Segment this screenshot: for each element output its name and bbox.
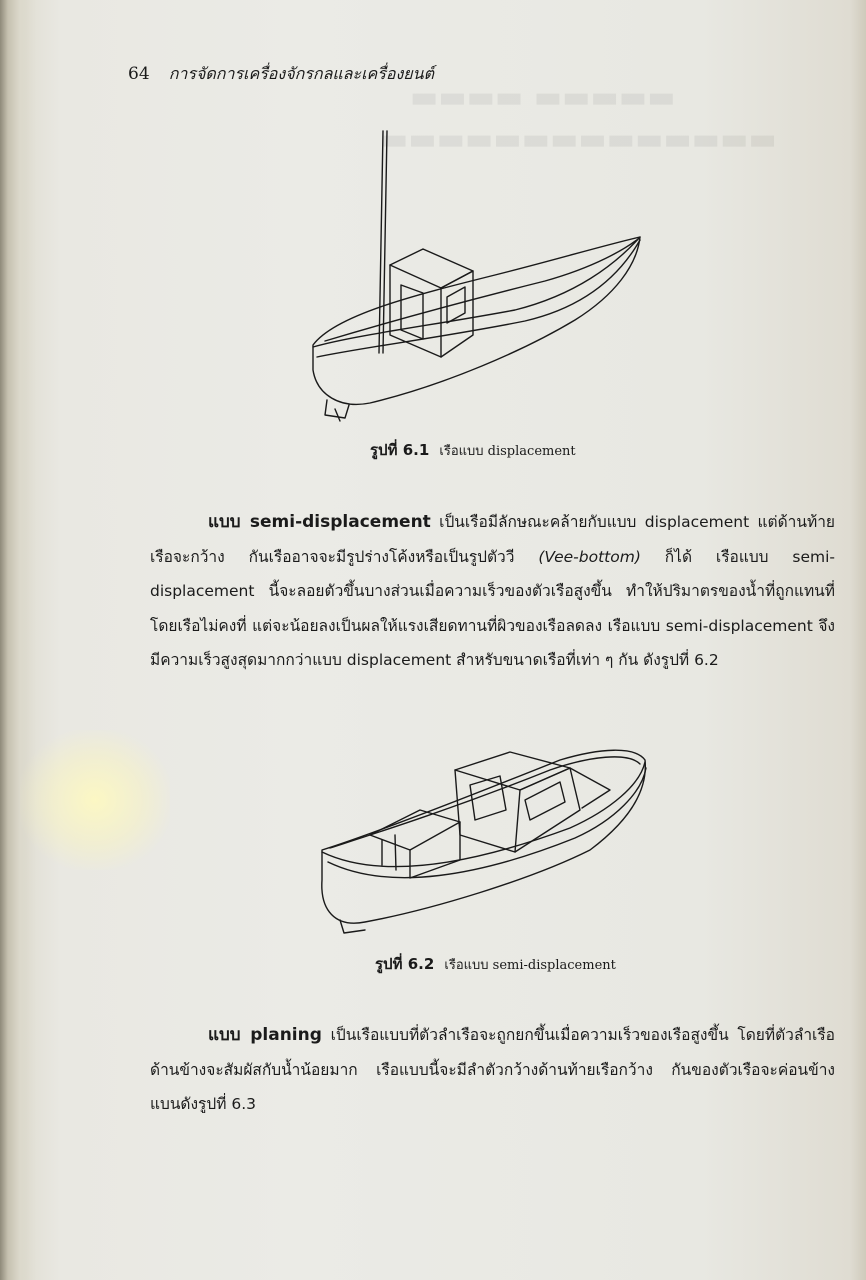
figure-caption [370, 438, 576, 462]
paragraph-semi-displacement [150, 505, 835, 678]
cabin-door [401, 285, 423, 339]
show-through: ▬▬▬▬▬▬▬▬▬▬▬▬▬▬ [380, 122, 777, 157]
hull [313, 237, 640, 404]
running-header [128, 62, 434, 87]
figure-label: รูปที่ 6.1 [370, 441, 430, 459]
paragraph-lead: แบบ semi-displacement [208, 512, 431, 532]
paragraph-text: เป็นเรือแบบที่ตัวลำเรือจะถูกยกขึ้นเมื่อความเร็วของเรือสูงขึ้น โดยที่ตัวลำเรือด้านข้างจะสัมผัสกับน้ำน้อยมาก เรือแบบนี้จะมีลำตัวกว้างด้านท้ายเรือกว้าง กันของตัวเรือจะค่อนข้างแบนดังรูปที่ 6.3 [150, 1026, 835, 1113]
figure-text: เรือแบบ displacement [439, 444, 576, 459]
boat-semi-displacement-illustration [310, 740, 660, 935]
paragraph-lead: แบบ planing [208, 1025, 322, 1045]
mast [379, 131, 383, 353]
hull [322, 750, 645, 923]
cabin-roof [390, 249, 473, 288]
book-spine-shadow [0, 0, 36, 1280]
book-title: การจัดการเครื่องจักรกลและเครื่องยนต์ [168, 64, 434, 83]
paragraph-text: ก็ได้ เรือแบบ semi-displacement นี้จะลอยตัวขึ้นบางส่วนเมื่อความเร็วของตัวเรือสูงขึ้น ทำให้ปริมาตรของน้ำที่ถูกแทนที่โดยเรือไม่คงที่ แต่จะน้อยลงเป็นผลให้แรงเสียดทานที่ผิวของเรือลดลง เรือแบบ semi-displacement จึงมีความเร็วสูงสุดมากกว่าแบบ displacement สำหรับขนาดเรือที่เท่า ๆ กัน ดังรูปที่ 6.2 [150, 547, 835, 669]
figure-caption [375, 952, 616, 976]
show-through: ▬▬▬▬ ▬▬▬▬▬ [410, 80, 676, 115]
figure-text: เรือแบบ semi-displacement [444, 958, 616, 973]
page-number: 64 [128, 64, 150, 84]
figure-label: รูปที่ 6.2 [375, 955, 435, 973]
paragraph-planing [150, 1018, 835, 1122]
paragraph-text: เป็นเรือมีลักษณะคล้ายกับแบบ displacement แต่ด้านท้ายเรือจะกว้าง กันเรืออาจจะมีรูปร่างโค้งหรือเป็นรูปตัววี [150, 513, 835, 566]
boat-displacement-illustration [295, 125, 655, 425]
light-glare [20, 730, 170, 870]
paragraph-italic: (Vee-bottom) [538, 547, 641, 566]
